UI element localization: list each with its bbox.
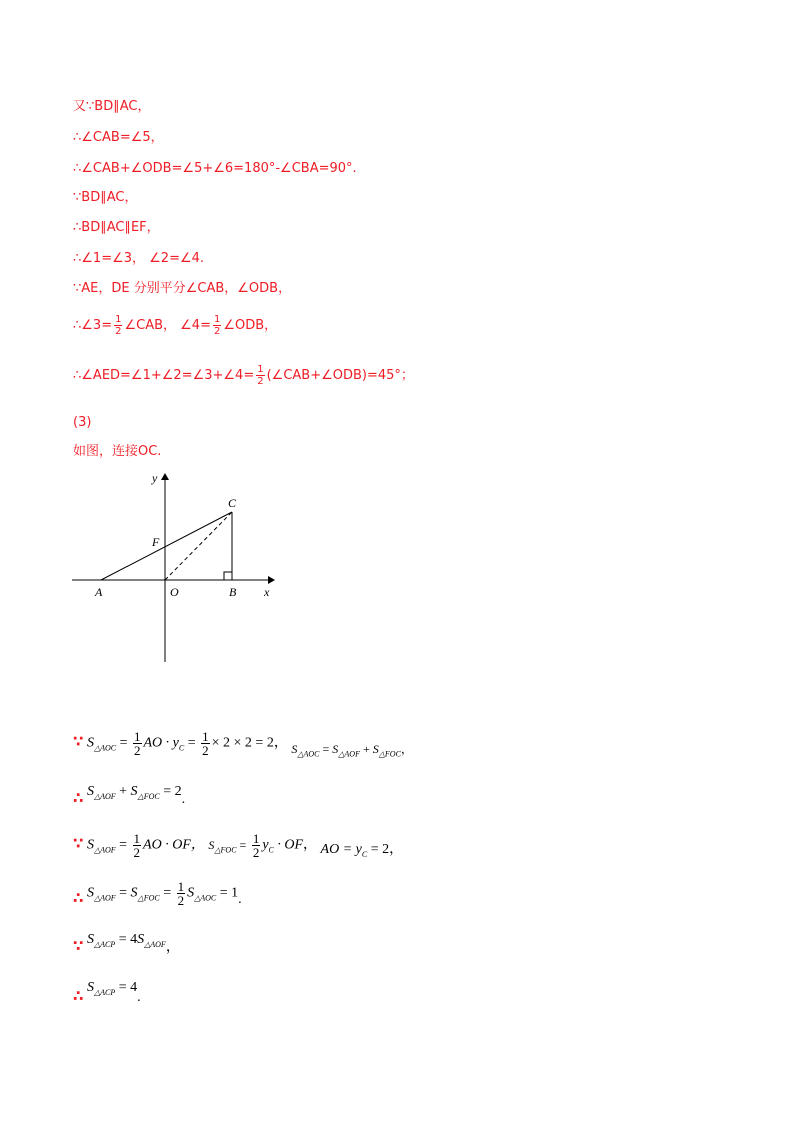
fraction-denominator: 2 [133,845,141,860]
label-f: F [152,535,160,549]
area-symbol: S [86,837,94,853]
segment-ac [101,512,232,580]
period: . [181,792,186,807]
fraction-denominator: 2 [134,743,141,758]
fraction-half [114,314,122,337]
half-line-part-b: ∠CAB， ∠4= [124,318,211,333]
fraction-half [201,730,210,757]
since-symbol: ∵ [73,834,84,853]
fraction-denominator: 2 [252,845,260,860]
fraction-half [177,880,186,907]
fraction-half-2 [213,314,221,337]
coordinate-figure [68,468,278,668]
foc-area-equation [208,837,247,855]
math-line-2 [73,780,185,807]
equals: = [322,741,330,756]
area-symbol: S [187,885,195,901]
fraction-numerator: 1 [257,364,264,375]
area-subscript: △AOF [93,845,116,855]
y-subscript: C [361,849,368,859]
period: . [238,891,242,907]
plus: + [119,784,128,799]
math-line-5 [73,928,180,955]
part-3-label: (3) [73,415,92,430]
label-c: C [228,496,237,510]
area-subscript: △ACP [93,987,116,997]
therefore-symbol: ∴ [73,987,84,1005]
text-line-half [73,314,277,337]
area-subscript: △FOC [137,893,160,903]
comma: ， [273,735,288,751]
fraction-numerator: 1 [202,729,209,744]
area-subscript: △AOC [93,743,117,753]
equals: = [119,837,128,853]
half-line-part-a: ∴∠3= [73,318,113,333]
comma: ， [165,940,180,955]
fraction-denominator: 2 [213,326,221,337]
text-line-4: ∵BD∥AC， [73,190,138,205]
period: . [137,990,141,1005]
area-sum-equation [291,741,413,759]
text-line-2: ∴∠CAB=∠5， [73,130,164,145]
equals: = [119,735,128,751]
area-symbol: S [332,741,339,756]
fraction-denominator: 2 [202,743,209,758]
y-subscript: C [268,845,274,855]
segment-oc-dashed [165,512,232,580]
equals: = [239,837,247,852]
plus: + [362,741,370,756]
fraction-denominator: 2 [257,376,264,387]
half-line-part-c: ∠ODB， [223,318,278,333]
times-of: · OF [273,837,304,853]
therefore-symbol: ∴ [73,888,84,907]
fraction-numerator: 1 [134,729,141,744]
text-line-6: ∴∠1=∠3， ∠2=∠4. [73,251,205,266]
equals: = [163,885,172,901]
label-y: y [152,471,158,485]
label-a: A [95,585,103,599]
text-line-aed [73,364,414,387]
label-x: x [264,585,270,599]
since-symbol: ∵ [73,937,84,955]
right-angle-mark [224,572,232,580]
ao-times-y: AO · y [143,735,179,751]
fraction-half [133,832,142,859]
equals: = [119,885,128,901]
area-symbol: S [86,735,94,751]
text-line-3: ∴∠CAB+∠ODB=∠5+∠6=180°-∠CBA=90°. [73,161,357,176]
fraction-numerator: 1 [133,831,141,846]
area-symbol: S [86,980,94,995]
math-line-1 [73,730,413,759]
y-symbol: y [262,837,269,853]
area-symbol: S [291,741,298,756]
area-symbol: S [86,784,94,799]
comma: ， [303,837,318,853]
fraction-denominator: 2 [115,326,122,337]
aed-line-part-a: ∴∠AED=∠1+∠2=∠3+∠4= [73,368,255,383]
label-o: O [170,585,179,599]
area-subscript: △AOF [93,893,116,903]
fraction-numerator: 1 [177,879,185,894]
area-symbol: S [130,885,138,901]
math-line-3 [73,832,403,861]
therefore-symbol: ∴ [73,789,84,807]
area-subscript: △AOC [297,749,320,759]
text-line-7: ∵AE，DE 分别平分∠CAB，∠ODB， [73,281,292,296]
equals: = [187,735,196,751]
aed-line-part-b: (∠CAB+∠ODB)=45°； [266,368,414,383]
area-symbol: S [208,837,215,852]
math-line-6 [73,976,141,1003]
ao-equals-y: AO = y [320,841,362,857]
area-subscript: △FOC [214,845,237,855]
label-b: B [229,585,237,599]
area-subscript: △ACP [93,939,116,949]
area-symbol: S [86,885,94,901]
fraction-denominator: 2 [177,893,185,908]
text-line-5: ∴BD∥AC∥EF， [73,220,160,235]
text-line-1: 又∵BD∥AC， [73,99,151,114]
area-symbol: S [137,932,145,947]
area-subscript: △FOC [137,791,160,801]
y-axis-arrow [161,473,169,480]
comma: ， [400,741,413,756]
equals-four: = 4 [118,980,138,995]
area-symbol: S [372,741,379,756]
fraction-half [252,832,261,859]
equals-two: = 2 [163,784,182,799]
fraction-numerator: 1 [115,314,122,325]
part-3-intro: 如图，连接OC. [73,444,162,459]
ao-equation [321,842,404,857]
x-axis-arrow [268,576,275,584]
area-subscript: △AOF [338,749,360,759]
equals-one: = 1 [219,885,239,901]
fraction-numerator: 1 [252,831,260,846]
area-subscript: △FOC [378,749,401,759]
product-result: × 2 × 2 = 2 [211,735,274,751]
since-symbol: ∵ [73,732,84,751]
fraction-numerator: 1 [213,314,221,325]
equals-four: = 4 [118,932,138,947]
equals-two: = 2 [367,841,390,857]
area-subscript: △AOF [144,939,166,949]
area-subscript: △AOF [93,791,116,801]
y-subscript: C [178,743,185,753]
fraction-half [256,364,264,387]
area-symbol: S [86,932,94,947]
area-symbol: S [130,784,138,799]
comma: ， [389,841,404,857]
area-subscript: △AOC [194,893,217,903]
math-line-4 [73,880,242,909]
ao-times-of: AO · OF， [143,837,205,853]
fraction-half [133,730,142,757]
